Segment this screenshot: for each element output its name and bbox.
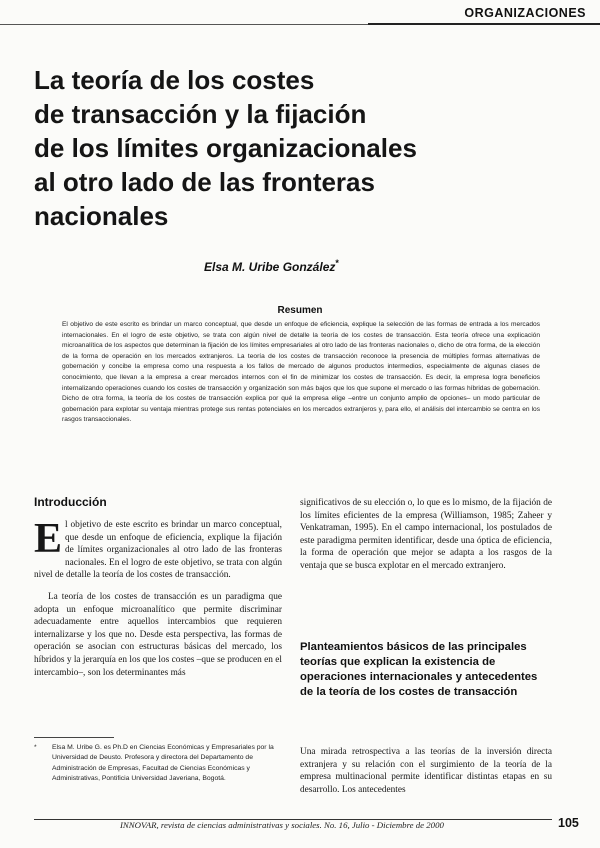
drop-cap: E [34,516,63,562]
footnote-text: Elsa M. Uribe G. es Ph.D en Ciencias Económicas y Empresariales por la Universidad de Deusto. Profesora y directora del Departamento de Administración de Empresas, Facultad de Ciencias Económicas y Administrativas, Pontificia Universidad Javeriana, Bogotá. [52,744,274,782]
author-footnote-mark: * [335,258,339,268]
footnote-rule [34,737,114,738]
author-name: Elsa M. Uribe González [204,260,336,274]
right-paragraph-1: significativos de su elección o, lo que es lo mismo, de la fijación de los límites eficientes de la empresa (Williamson, 1985; Zaheer y Venkatraman, 1995). En el campo internacional, los postulados de este paradigma permiten identificar, desde una óptica de eficiencia, la forma de operación que mejor se adapta a los rasgos de la ventaja que se busca explotar en el mercado extranjero. [300,498,552,571]
author-footnote [34,743,282,784]
right-paragraph-2: Una mirada retrospectiva a las teorías de la inversión directa extranjera y su relación con el surgimiento de la teoría de la empresa multinacional permite identificar distintas etapas en su desarrollo. Los antecedentes [300,747,552,795]
section-heading: Planteamientos básicos de las principales teorías que explican la existencia de operaciones internacionales y antecedentes de la teoría de los costes de transacción [300,641,538,698]
title-line: al otro lado de las fronteras [34,167,375,197]
right-column-paragraph-2 [300,746,552,796]
section-label: ORGANIZACIONES [464,6,586,20]
title-line: de los límites organizacionales [34,133,417,163]
intro-paragraph-1-text: l objetivo de este escrito es brindar un marco conceptual, que desde un enfoque de eficiencia, explique la fijación de límites organizacionales al otro lado de las fronteras nacionales. En el logro de este objetivo, se trata con algún nivel de detalle la teoría de los costes de transacción. [34,520,282,581]
abstract-heading: Resumen [277,305,323,316]
title-line: de transacción y la fijación [34,99,367,129]
footnote-mark: * [34,744,37,751]
journal-citation: INNOVAR, revista de ciencias administrativas y sociales. No. 16, Julio - Diciembre de 2000 [120,820,444,830]
left-column [34,516,282,679]
page-number: 105 [558,816,579,830]
right-column-paragraph-1 [300,497,552,573]
title-line: La teoría de los costes [34,65,315,95]
intro-paragraph-2: La teoría de los costes de transacción es un paradigma que adopta un enfoque microanalítico que permite discriminar adecuadamente entre aquellos intercambios que requieren internalizarse y los que no. Desde esta perspectiva, las formas de operación se asocian con estructuras básicas del mercado, los híbridos y la jerarquía en los que los costes –que se producen en el intercambio–, son los determinantes más [34,591,282,678]
author-byline [204,258,339,274]
title-line: nacionales [34,201,169,231]
introduction-heading: Introducción [34,495,107,509]
abstract-text: El objetivo de este escrito es brindar un marco conceptual, que desde un enfoque de eficiencia, explique la selección de las formas de entrada a los mercados internacionales. En el logro de este objetivo, se trata con algún nivel de detalle la teoría de los costes de transacción. Esta teoría ofrece una explicación microanalítica de los aspectos que determinan la fijación de los límites empresariales al otro lado de las fronteras nacionales o, dicho de otra forma, de la elección de la forma de operación en los mercados extranjeros. La teoría de los costes de transacción reconoce la presencia de múltiples formas alternativas de gobernación y concibe la empresa como una respuesta a los fallos de mercado de algunos productos intermedios, especialmente de algunas clases de conocimiento, que llevan a la empresa a crear mercados internos con el fin de minimizar los costes de transacción. Es decir, la empresa logra beneficios internalizando operaciones cuando los costes de transacción y organización son más bajos que los que supone el mercado o las formas híbridas de gobernación. Dicho de otra forma, la teoría de los costes de transacción explica por qué la empresa elige –entre un conjunto amplio de opciones– un modo particular de gobernación para explotar su ventaja mientras protege sus rentas potenciales en los mercados extranjeros y, para ello, el análisis del intercambio se centra en los rasgos transaccionales. [62,321,540,424]
header-rule-accent [368,23,600,25]
intro-paragraph-1 [34,516,282,582]
article-title [34,63,554,233]
